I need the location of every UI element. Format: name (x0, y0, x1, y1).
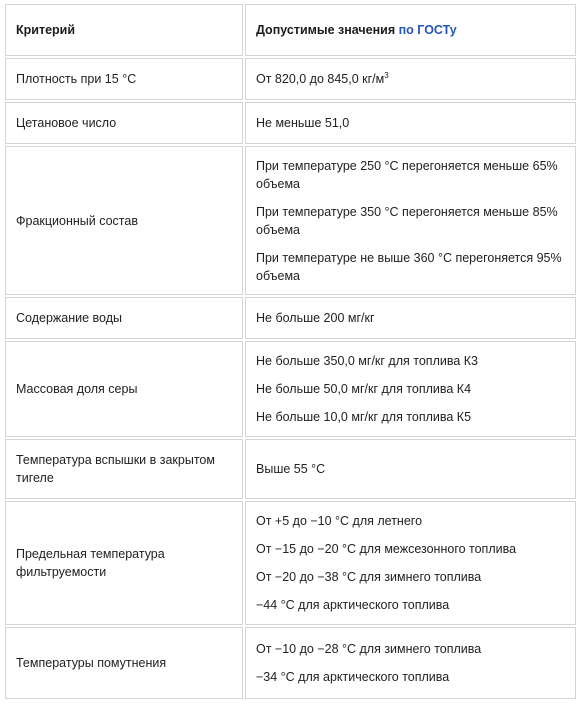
row-criterion: Предельная температура фильтруемости (5, 501, 243, 625)
table-row (5, 439, 576, 499)
row-value: От 820,0 до 845,0 кг/м (256, 72, 385, 86)
header-criterion: Критерий (5, 4, 243, 56)
row-value: От +5 до −10 °С для летнего (256, 514, 423, 528)
row-value: От −15 до −20 °С для межсезонного топлива (256, 542, 517, 556)
row-value: Не больше 50,0 мг/кг для топлива К4 (256, 382, 472, 396)
table-header-row (5, 4, 576, 56)
row-values (245, 627, 576, 699)
row-values (245, 146, 576, 295)
table-row (5, 146, 576, 295)
row-value: Не меньше 51,0 (256, 116, 350, 130)
row-values (245, 58, 576, 100)
header-values (245, 4, 576, 56)
row-criterion: Цетановое число (5, 102, 243, 144)
row-value: Не больше 350,0 мг/кг для топлива К3 (256, 354, 478, 368)
table-row (5, 58, 576, 100)
row-value: −34 °С для арктического топлива (256, 670, 450, 684)
unit-superscript: 3 (384, 70, 389, 80)
table-row (5, 297, 576, 339)
row-values (245, 297, 576, 339)
row-values (245, 341, 576, 437)
row-value: При температуре 250 °С перегоняется меньше 65% объема (256, 158, 558, 191)
row-criterion: Температура вспышки в закрытом тигеле (5, 439, 243, 499)
table-row (5, 102, 576, 144)
row-criterion: Содержание воды (5, 297, 243, 339)
row-value: От −20 до −38 °С для зимнего топлива (256, 570, 482, 584)
row-value: Выше 55 °С (256, 462, 326, 476)
spec-table (3, 2, 578, 701)
row-value: При температуре 350 °С перегоняется меньше 85% объема (256, 204, 558, 237)
row-values (245, 501, 576, 625)
row-criterion: Фракционный состав (5, 146, 243, 295)
table-row (5, 341, 576, 437)
row-criterion: Массовая доля серы (5, 341, 243, 437)
row-criterion: Температуры помутнения (5, 627, 243, 699)
row-values (245, 102, 576, 144)
table-row (5, 627, 576, 699)
row-value: От −10 до −28 °С для зимнего топлива (256, 642, 482, 656)
row-value: −44 °С для арктического топлива (256, 598, 450, 612)
header-values-prefix: Допустимые значения (256, 23, 399, 37)
row-value: Не больше 200 мг/кг (256, 311, 375, 325)
row-value: Не больше 10,0 мг/кг для топлива К5 (256, 410, 472, 424)
row-criterion: Плотность при 15 °С (5, 58, 243, 100)
table-row (5, 501, 576, 625)
gost-link[interactable]: по ГОСТу (398, 23, 457, 37)
row-value: При температуре не выше 360 °С перегоняется 95% объема (256, 250, 562, 283)
row-values (245, 439, 576, 499)
